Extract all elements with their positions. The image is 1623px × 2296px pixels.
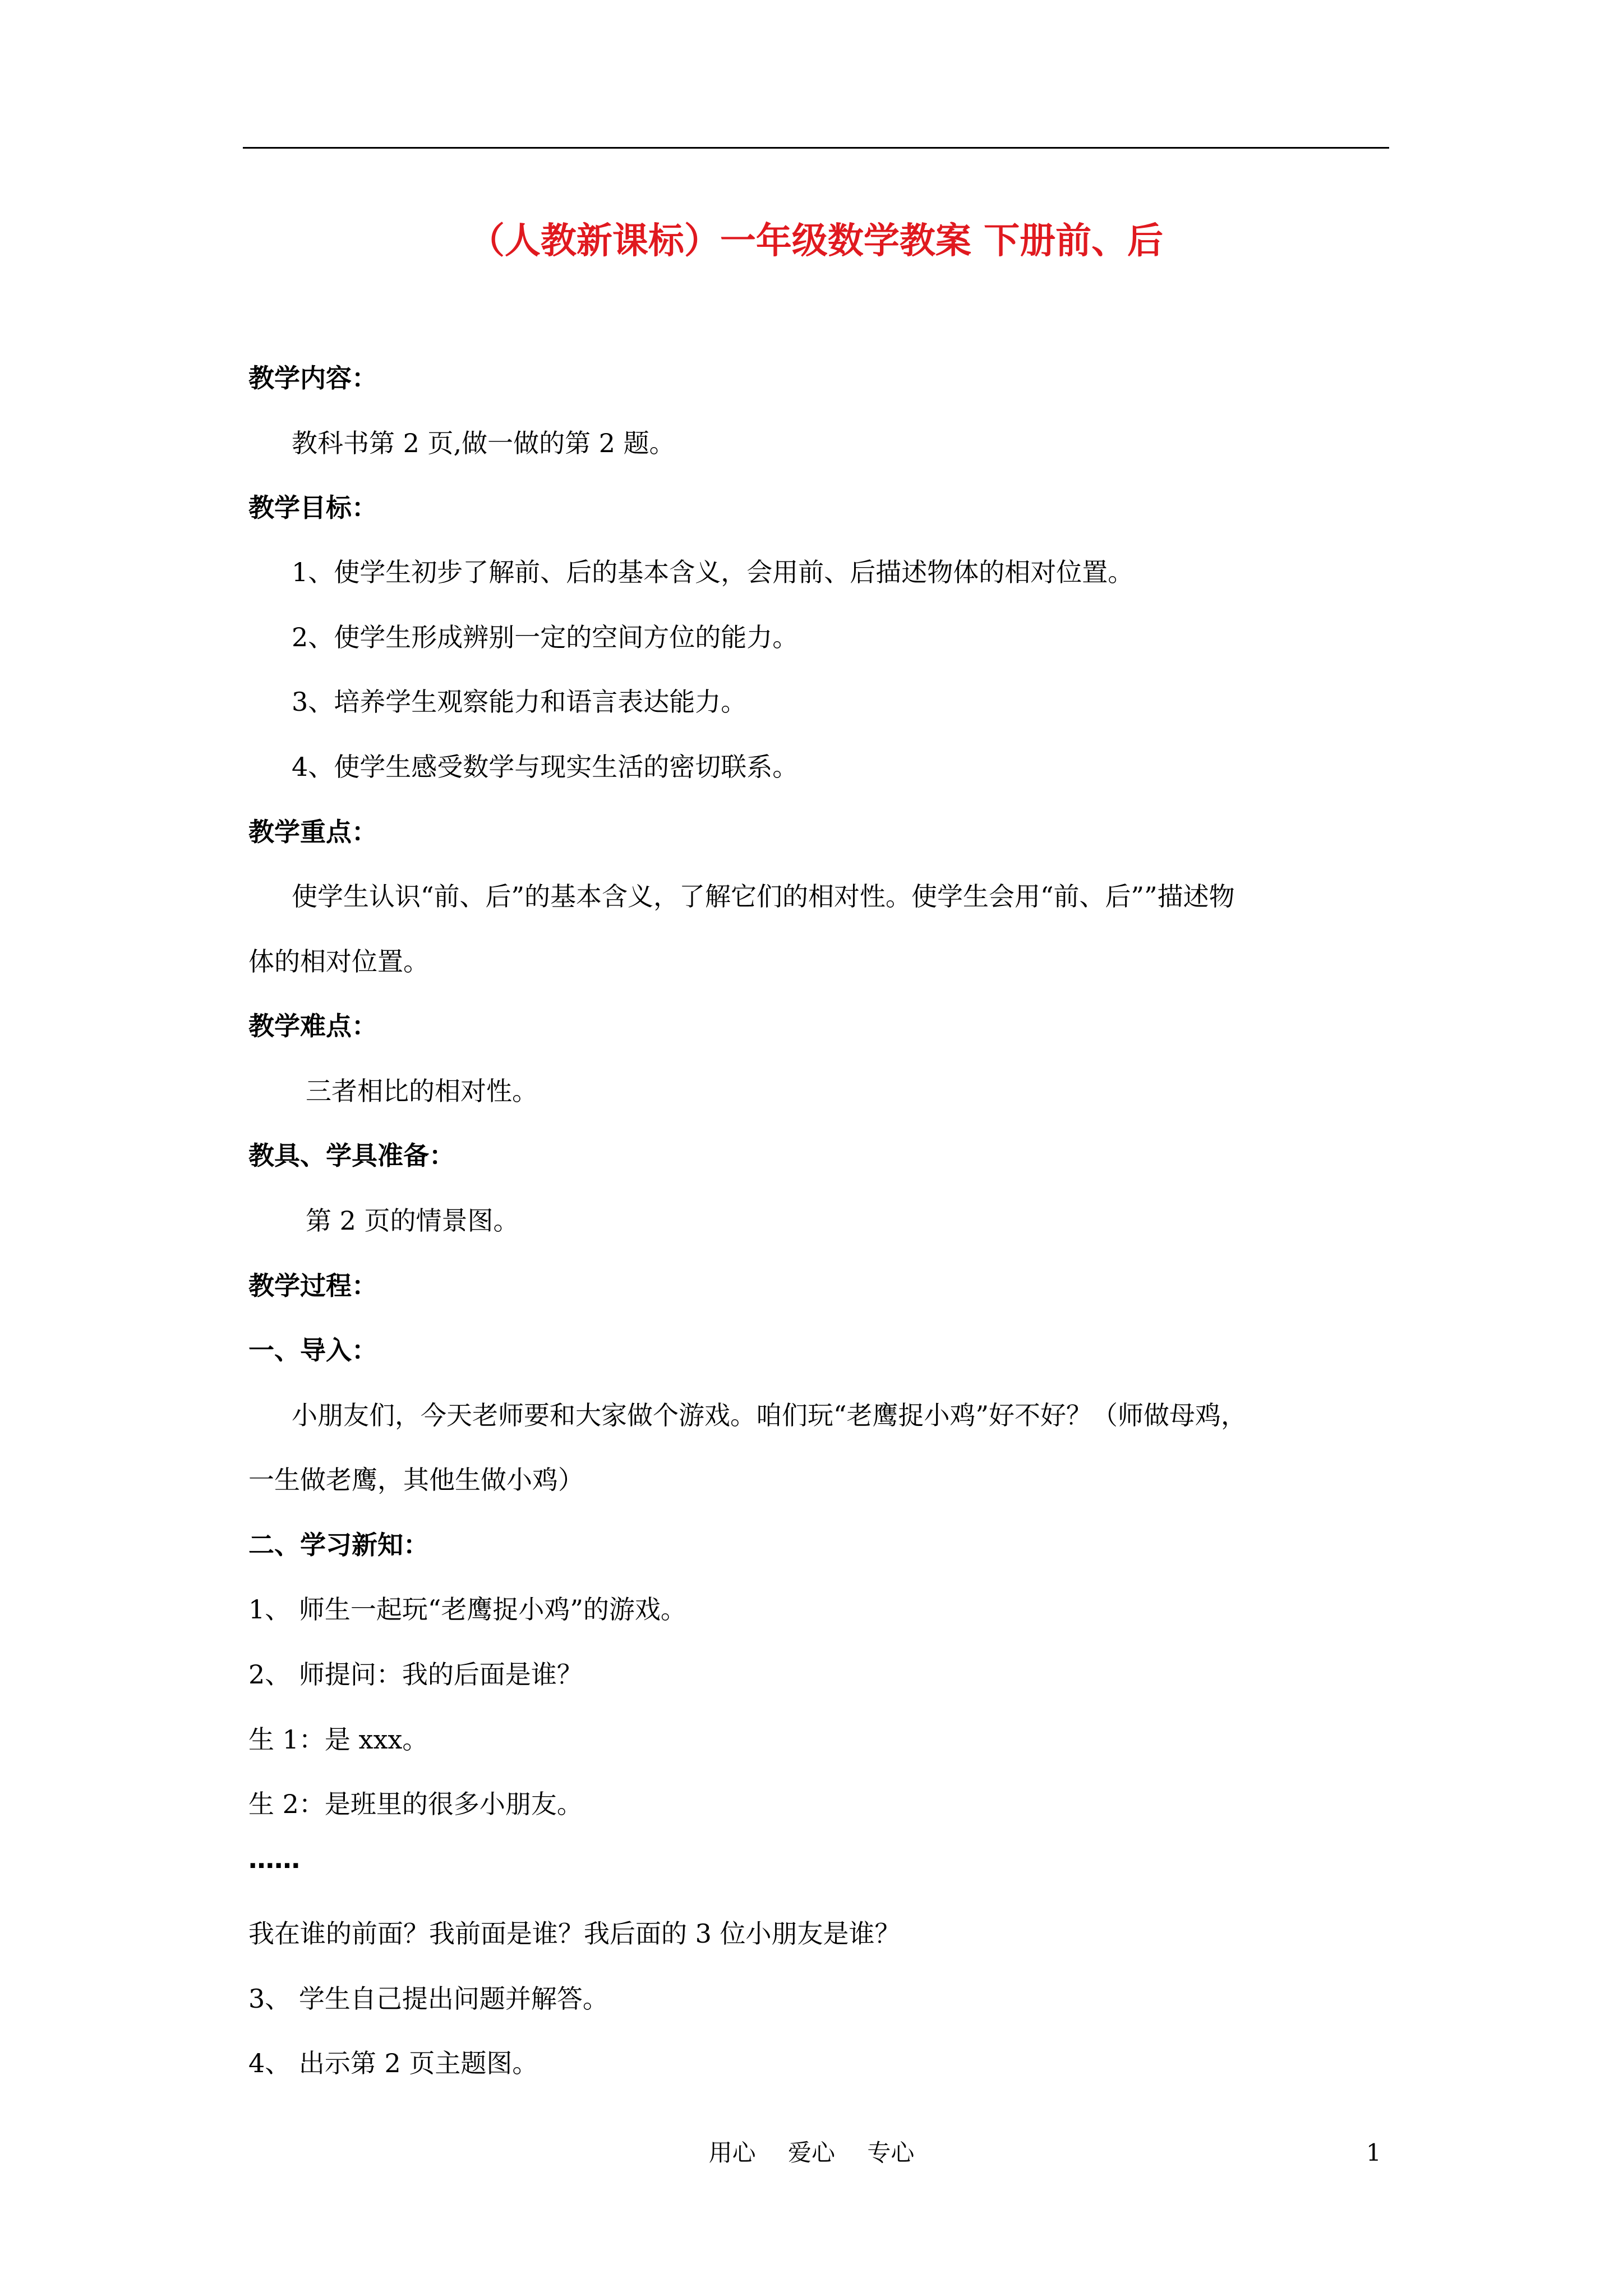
paragraph: 小朋友们，今天老师要和大家做个游戏。咱们玩“老鹰捉小鸡”好不好？（师做母鸡， — [292, 1400, 1247, 1430]
heading-introduction: 一、导入： — [248, 1335, 377, 1365]
list-item: 1、 师生一起玩“老鹰捉小鸡”的游戏。 — [248, 1594, 686, 1625]
heading-teaching-goals: 教学目标： — [248, 493, 377, 523]
list-item: 2、 师提问：我的后面是谁？ — [248, 1659, 583, 1690]
footer-text: 爱心 — [787, 2139, 835, 2166]
heading-teaching-content: 教学内容： — [248, 363, 377, 393]
paragraph-continued: 一生做老鹰，其他生做小鸡） — [248, 1465, 584, 1495]
dialogue-line: 生 2：是班里的很多小朋友。 — [248, 1789, 583, 1819]
footer-text: 用心 — [708, 2139, 756, 2166]
list-item: 2、使学生形成辨别一定的空间方位的能力。 — [292, 622, 799, 652]
paragraph: 使学生认识“前、后”的基本含义，了解它们的相对性。使学生会用“前、后””描述物 — [292, 881, 1235, 912]
paragraph-continued: 体的相对位置。 — [248, 946, 429, 977]
heading-teaching-process: 教学过程： — [248, 1271, 377, 1301]
paragraph: 三者相比的相对性。 — [306, 1076, 538, 1106]
dialogue-line: 生 1：是 xxx。 — [248, 1724, 428, 1755]
list-item: 4、 出示第 2 页主题图。 — [248, 2048, 538, 2078]
heading-new-knowledge: 二、学习新知： — [248, 1530, 429, 1560]
heading-difficulties: 教学难点： — [248, 1011, 377, 1041]
heading-materials: 教具、学具准备： — [248, 1140, 455, 1171]
list-item: 4、使学生感受数学与现实生活的密切联系。 — [292, 752, 799, 782]
header-rule — [243, 147, 1389, 149]
ellipsis: …… — [248, 1844, 300, 1874]
footer-text: 专心 — [867, 2139, 915, 2166]
list-item: 3、 学生自己提出问题并解答。 — [248, 1984, 608, 2014]
page-number: 1 — [1366, 2139, 1381, 2166]
paragraph: 第 2 页的情景图。 — [306, 1205, 519, 1236]
list-item: 3、培养学生观察能力和语言表达能力。 — [292, 687, 747, 717]
list-item: 1、使学生初步了解前、后的基本含义，会用前、后描述物体的相对位置。 — [292, 557, 1134, 587]
paragraph: 教科书第 2 页,做一做的第 2 题。 — [292, 428, 675, 458]
page-title: （人教新课标）一年级数学教案 下册前、后 — [468, 220, 1164, 262]
paragraph: 我在谁的前面？我前面是谁？我后面的 3 位小朋友是谁？ — [248, 1918, 901, 1949]
heading-key-points: 教学重点： — [248, 817, 377, 847]
